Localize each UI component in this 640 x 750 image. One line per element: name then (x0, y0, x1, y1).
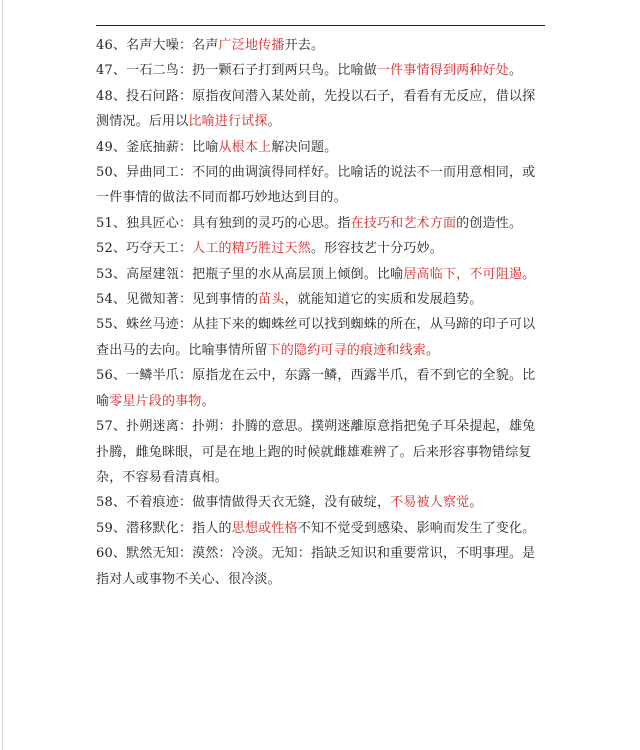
idiom-list (96, 33, 546, 592)
entry-text: 56、一鳞半爪：原指龙在云中，东露一鳞，西露半爪，看不到它的全貌。比喻 (96, 368, 536, 409)
idiom-entry-50 (96, 160, 546, 211)
entry-highlight: 思想或性格 (231, 520, 298, 536)
entry-highlight: 下的隐约可寻的痕迹和线索 (267, 342, 427, 358)
idiom-entry-59 (96, 516, 546, 541)
entry-highlight: 苗头 (258, 292, 285, 308)
entry-text: 53、高屋建瓴：把瓶子里的水从高层顶上倾倒。比喻 (96, 266, 404, 282)
idiom-entry-52 (96, 236, 546, 261)
entry-highlight: 一件事情得到两种好处 (376, 63, 509, 79)
entry-text: 的创造性。 (456, 215, 523, 231)
entry-highlight: 在技巧和艺术方面 (350, 215, 457, 231)
entry-highlight: 比喻进行试探 (188, 114, 268, 130)
entry-text: 58、不着痕迹：做事情做得天衣无缝，没有破绽， (96, 495, 391, 511)
page-edge (2, 0, 3, 750)
idiom-entry-57 (96, 414, 546, 490)
entry-text: 46、名声大噪：名声 (96, 38, 219, 53)
idiom-entry-60 (96, 541, 546, 592)
entry-text: 51、独具匠心：具有独到的灵巧的心思。指 (96, 215, 351, 231)
entry-text: 49、釜底抽薪：比喻 (96, 139, 219, 155)
entry-text: 54、见微知著：见到事情的 (96, 292, 259, 308)
entry-text: 。 (201, 393, 215, 409)
entry-text: 。 (508, 63, 523, 79)
idiom-entry-58 (96, 490, 546, 515)
entry-text: 。 (522, 266, 536, 282)
entry-text: 59、潜移默化：指人的 (96, 520, 232, 536)
entry-text: 解决问题。 (271, 139, 338, 155)
entry-highlight: 零星片段的事物 (109, 393, 202, 409)
entry-text: 48、投石问路：原指夜间潜入某处前，先投以石子，看看有无反应，借以探测情况。后用以 (96, 88, 536, 130)
entry-text: 。 (426, 342, 440, 358)
idiom-entry-54 (96, 287, 546, 312)
entry-text: 52、巧夺天工： (96, 241, 193, 257)
entry-highlight: 不易被人察觉 (390, 495, 470, 511)
entry-text: 不知不觉受到感染、影响而发生了变化。 (297, 520, 536, 536)
entry-highlight: 广泛地传播 (218, 38, 285, 53)
idiom-entry-53 (96, 262, 546, 287)
idiom-entry-46 (96, 33, 546, 58)
entry-text: 开去。 (284, 38, 325, 53)
entry-text: 55、蛛丝马迹：从挂下来的蜘蛛丝可以找到蜘蛛的所在，从马蹄的印子可以查出马的去向。比喻事情所留 (96, 317, 536, 358)
idiom-entry-49 (96, 135, 546, 160)
entry-text: 50、异曲同工：不同的曲调演得同样好。比喻话的说法不一而用意相同，或一件事情的做法不同而都巧妙地达到目的。 (96, 165, 536, 206)
idiom-entry-55 (96, 312, 546, 363)
entry-highlight: 居高临下，不可阻遏 (403, 266, 523, 282)
entry-text: 。形容技艺十分巧妙。 (310, 241, 443, 257)
idiom-entry-47 (96, 58, 546, 83)
entry-text: 。 (267, 114, 281, 130)
entry-highlight: 从根本上 (218, 139, 272, 155)
header-rule (96, 25, 545, 26)
entry-text: 47、一石二鸟：扔一颗石子打到两只鸟。比喻做 (96, 63, 377, 79)
idiom-entry-48 (96, 84, 546, 135)
entry-text: 57、扑朔迷离：扑朔：扑腾的意思。撲朔迷離原意指把兔子耳朵提起，雄兔扑腾，雌兔眯眼，可是在地上跑的时候就雌雄难辨了。后来形容事物错综复杂，不容易看清真相。 (96, 419, 536, 485)
entry-highlight: 人工的精巧胜过天然 (192, 241, 311, 257)
entry-text: 60、默然无知：漠然：冷淡。无知：指缺乏知识和重要常识，不明事理。是指对人或事物不关心、很冷淡。 (96, 546, 536, 587)
idiom-entry-51 (96, 211, 546, 236)
entry-text: 。 (469, 495, 483, 511)
entry-text: ，就能知道它的实质和发展趋势。 (284, 292, 483, 308)
idiom-entry-56 (96, 363, 546, 414)
